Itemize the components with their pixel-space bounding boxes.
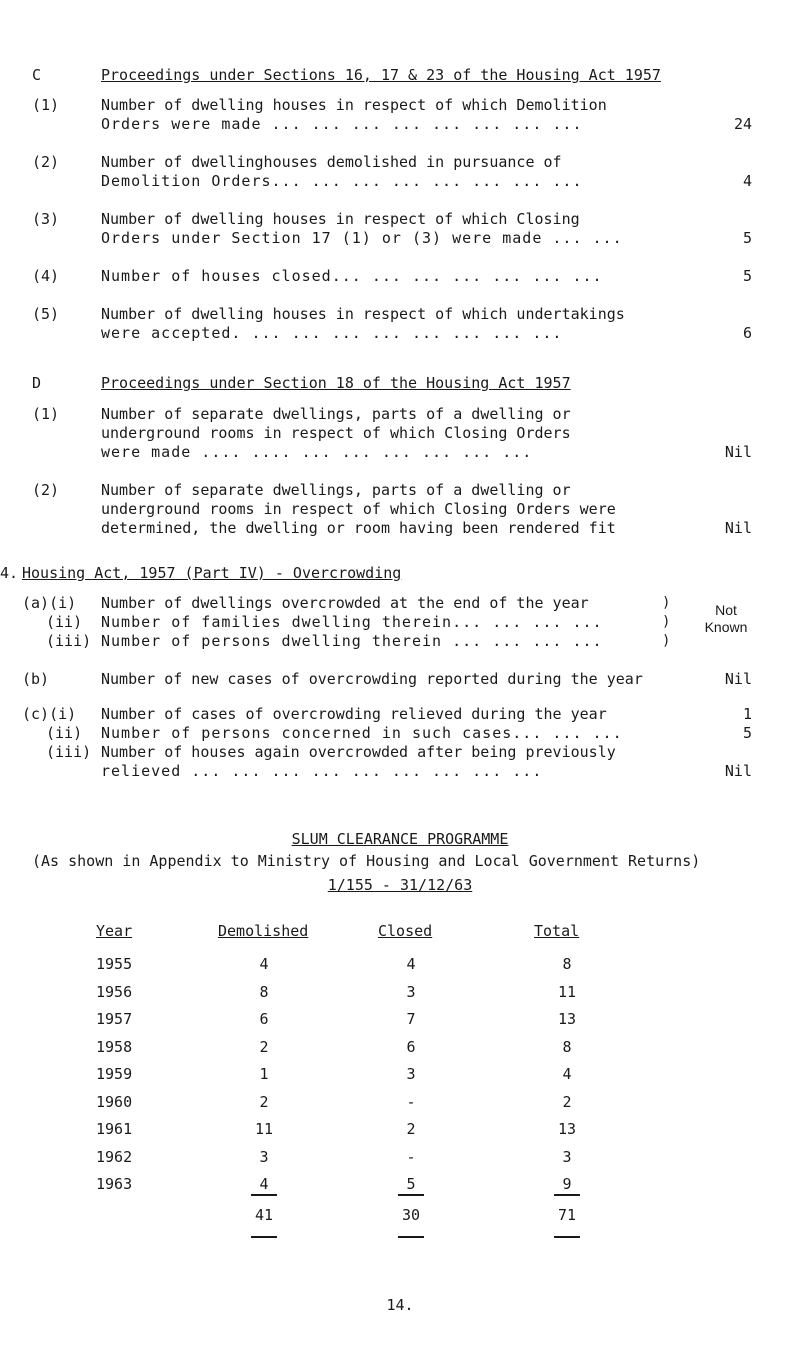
c-item-1-value: 24 — [733, 115, 752, 133]
section-4-heading: Housing Act, 1957 (Part IV) - Overcrowding — [22, 564, 402, 582]
slum-subtitle: (As shown in Appendix to Ministry of Housing and Local Government Returns) — [32, 852, 701, 870]
c-item-2-line-1: Number of dwellinghouses demolished in pursuance of — [101, 153, 562, 171]
s4-c-line-3: Number of houses again overcrowded after being previously — [101, 743, 616, 761]
s4-a-line-3: Number of persons dwelling therein ... ... ... ... — [101, 632, 603, 650]
s4-a-value-1: Not — [715, 602, 737, 618]
total-rule-demolished-bottom — [251, 1236, 277, 1238]
table-cell-demolished: 11 — [254, 1120, 274, 1138]
table-cell-demolished: 2 — [259, 1093, 269, 1111]
table-cell-total: 13 — [557, 1120, 577, 1138]
s4-a-line-1: Number of dwellings overcrowded at the end of the year — [101, 594, 589, 612]
table-cell-total: 11 — [557, 983, 577, 1001]
c-item-2-line-2: Demolition Orders... ... ... ... ... ... ... ... — [101, 172, 583, 190]
table-cell-closed: 3 — [406, 983, 416, 1001]
table-cell-year: 1961 — [96, 1120, 133, 1138]
c-item-4-num: (4) — [32, 267, 60, 285]
table-cell-demolished: 3 — [259, 1148, 269, 1166]
s4-a-num-1: (a)(i) — [22, 594, 77, 612]
c-item-5-line-2: were accepted. ... ... ... ... ... ... ... ... — [101, 324, 563, 342]
total-rule-demolished-top — [251, 1194, 277, 1196]
table-cell-closed: - — [406, 1093, 416, 1111]
section-c-heading: Proceedings under Sections 16, 17 & 23 of the Housing Act 1957 — [101, 66, 661, 84]
table-cell-year: 1958 — [96, 1038, 133, 1056]
section-d-heading: Proceedings under Section 18 of the Housing Act 1957 — [101, 374, 571, 392]
d-item-2-line-3: determined, the dwelling or room having been rendered fit — [101, 519, 616, 537]
table-cell-year: 1955 — [96, 955, 133, 973]
d-item-1-line-3: were made .... .... ... ... ... ... ... ... — [101, 443, 533, 461]
table-cell-closed: 7 — [406, 1010, 416, 1028]
col-header-total: Total — [534, 922, 580, 940]
s4-b-value: Nil — [724, 670, 752, 688]
table-cell-closed: 4 — [406, 955, 416, 973]
table-cell-closed: 3 — [406, 1065, 416, 1083]
total-rule-total-top — [554, 1194, 580, 1196]
total-rule-closed-bottom — [398, 1236, 424, 1238]
table-cell-year: 1957 — [96, 1010, 133, 1028]
s4-c-num-2: (ii) — [46, 724, 83, 742]
total-closed: 30 — [401, 1206, 421, 1224]
c-item-2-value: 4 — [742, 172, 752, 190]
section-d-letter: D — [32, 374, 42, 392]
s4-c-num-1: (c)(i) — [22, 705, 77, 723]
c-item-4-line-1: Number of houses closed... ... ... ... ... ... ... — [101, 267, 603, 285]
col-header-year: Year — [96, 922, 133, 940]
table-cell-year: 1959 — [96, 1065, 133, 1083]
col-header-demolished: Demolished — [218, 922, 309, 940]
s4-c-value-1: 1 — [742, 705, 752, 723]
c-item-5-value: 6 — [742, 324, 752, 342]
d-item-1-line-2: underground rooms in respect of which Closing Orders — [101, 424, 571, 442]
table-cell-demolished: 8 — [259, 983, 269, 1001]
s4-c-line-1: Number of cases of overcrowding relieved during the year — [101, 705, 607, 723]
total-demolished: 41 — [254, 1206, 274, 1224]
col-header-closed: Closed — [378, 922, 433, 940]
table-cell-year: 1963 — [96, 1175, 133, 1193]
d-item-2-line-2: underground rooms in respect of which Closing Orders were — [101, 500, 616, 518]
d-item-1-num: (1) — [32, 405, 60, 423]
s4-a-brace: ) ) ) — [662, 595, 671, 649]
total-rule-closed-top — [398, 1194, 424, 1196]
c-item-1-num: (1) — [32, 96, 60, 114]
d-item-2-value: Nil — [724, 519, 752, 537]
slum-reference: 1/155 - 31/12/63 — [327, 876, 473, 894]
s4-c-line-4: relieved ... ... ... ... ... ... ... ... ... — [101, 762, 543, 780]
total-rule-total-bottom — [554, 1236, 580, 1238]
table-cell-total: 8 — [562, 955, 572, 973]
table-cell-total: 4 — [562, 1065, 572, 1083]
table-cell-demolished: 2 — [259, 1038, 269, 1056]
s4-a-value-2: Known — [704, 619, 748, 635]
c-item-1-line-1: Number of dwelling houses in respect of which Demolition — [101, 96, 607, 114]
total-total: 71 — [557, 1206, 577, 1224]
d-item-1-value: Nil — [724, 443, 752, 461]
table-cell-year: 1962 — [96, 1148, 133, 1166]
table-cell-demolished: 4 — [259, 955, 269, 973]
c-item-5-line-1: Number of dwelling houses in respect of which undertakings — [101, 305, 625, 323]
table-cell-total: 2 — [562, 1093, 572, 1111]
table-cell-total: 8 — [562, 1038, 572, 1056]
c-item-5-num: (5) — [32, 305, 60, 323]
table-cell-year: 1960 — [96, 1093, 133, 1111]
table-cell-total: 13 — [557, 1010, 577, 1028]
page-number: 14. — [386, 1296, 414, 1314]
s4-a-line-2: Number of families dwelling therein... ... ... ... — [101, 613, 603, 631]
c-item-3-line-1: Number of dwelling houses in respect of which Closing — [101, 210, 580, 228]
d-item-1-line-1: Number of separate dwellings, parts of a dwelling or — [101, 405, 571, 423]
table-cell-total: 3 — [562, 1148, 572, 1166]
d-item-2-num: (2) — [32, 481, 60, 499]
slum-title: SLUM CLEARANCE PROGRAMME — [291, 830, 509, 848]
table-cell-closed: - — [406, 1148, 416, 1166]
s4-c-line-2: Number of persons concerned in such cases... ... ... — [101, 724, 623, 742]
c-item-3-line-2: Orders under Section 17 (1) or (3) were made ... ... — [101, 229, 623, 247]
c-item-2-num: (2) — [32, 153, 60, 171]
table-cell-closed: 5 — [406, 1175, 416, 1193]
d-item-2-line-1: Number of separate dwellings, parts of a dwelling or — [101, 481, 571, 499]
table-cell-demolished: 1 — [259, 1065, 269, 1083]
s4-a-num-2: (ii) — [46, 613, 83, 631]
table-cell-year: 1956 — [96, 983, 133, 1001]
table-cell-closed: 2 — [406, 1120, 416, 1138]
c-item-4-value: 5 — [742, 267, 752, 285]
c-item-3-num: (3) — [32, 210, 60, 228]
c-item-3-value: 5 — [742, 229, 752, 247]
s4-c-value-3: Nil — [724, 762, 752, 780]
s4-c-num-3: (iii) — [46, 743, 92, 761]
s4-c-value-2: 5 — [742, 724, 752, 742]
section-c-letter: C — [32, 66, 42, 84]
s4-b-num: (b) — [22, 670, 50, 688]
table-cell-closed: 6 — [406, 1038, 416, 1056]
table-cell-demolished: 6 — [259, 1010, 269, 1028]
s4-b-line: Number of new cases of overcrowding reported during the year — [101, 670, 643, 688]
table-cell-total: 9 — [562, 1175, 572, 1193]
s4-a-num-3: (iii) — [46, 632, 92, 650]
table-cell-demolished: 4 — [259, 1175, 269, 1193]
c-item-1-line-2: Orders were made ... ... ... ... ... ... ... ... — [101, 115, 583, 133]
section-4-number: 4. — [0, 564, 19, 582]
